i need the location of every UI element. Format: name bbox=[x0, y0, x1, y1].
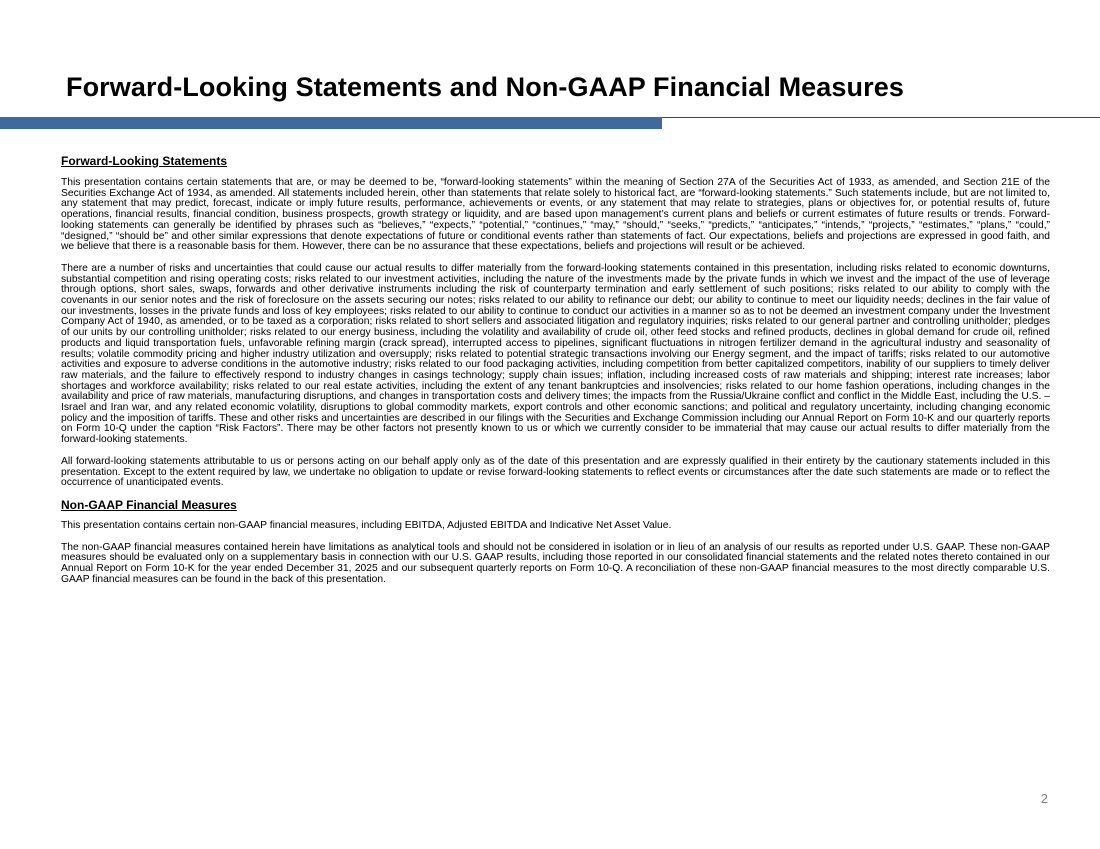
document-body bbox=[61, 154, 1050, 597]
page-number: 2 bbox=[1040, 791, 1048, 806]
non-gaap-paragraph-2: The non-GAAP financial measures contained herein have limitations as analytical tools and should not be considered in isolation or in lieu of an analysis of our results as reported under U.S. GAAP. These non-GAAP measures should be evaluated only on a supplementary basis in connection with our U.S. GAAP results, including those reported in our consolidated financial statements and the related notes thereto contained in our Annual Report on Form 10-K for the year ended December 31, 2025 and our subsequent quarterly reports on Form 10-Q. A reconciliation of these non-GAAP financial measures to the most directly comparable U.S. GAAP financial measures can be found in the back of this presentation. bbox=[61, 541, 1050, 585]
forward-looking-heading: Forward-Looking Statements bbox=[61, 154, 228, 168]
forward-looking-paragraph-3: All forward-looking statements attributable to us or persons acting on our behalf apply only as of the date of this presentation and are expressly qualified in their entirety by the cautionary statements included in this presentation. Except to the extent required by law, we undertake no obligation to update or revise forward-looking statements to reflect events or circumstances after the date such statements are made or to reflect the occurrence of unanticipated events. bbox=[61, 455, 1050, 489]
page-title: Forward-Looking Statements and Non-GAAP Financial Measures bbox=[66, 72, 904, 102]
forward-looking-paragraph-1: This presentation contains certain statements that are, or may be deemed to be, “forward-looking statements” within the meaning of Section 27A of the Securities Act of 1933, as amended, and Section 21E of the Securities Exchange Act of 1934, as amended. All statements included herein, other than statements that relate solely to historical fact, are “forward-looking statements.” Such statements include, but are not limited to, any statement that may predict, forecast, indicate or imply future results, performance, achievements or events, or any statement that may relate to strategies, plans or objectives for, or potential results of, future operations, financial results, financial condition, business prospects, growth strategy or liquidity, and are based upon management’s current plans and beliefs or current estimates of future results or trends. Forward-looking statements can generally be identified by phrases such as “believes,” “expects,” “potential,” “continues,” “may,” “should,” “seeks,” “predicts,” “anticipates,” “intends,” “projects,” “estimates,” “plans,” “could,” “designed,” “should be” and other similar expressions that denote expectations of future or conditional events rather than statements of fact. Our expectations, beliefs and projections are expressed in good faith, and we believe that there is a reasonable basis for them. However, there can be no assurance that these expectations, beliefs and projections will result or be achieved. bbox=[61, 177, 1050, 253]
forward-looking-paragraph-2: There are a number of risks and uncertainties that could cause our actual results to differ materially from the forward-looking statements contained in this presentation, including risks related to economic downturns, substantial competition and rising operating costs; risks related to our investment activities, including the nature of the investments made by the private funds in which we invest and the impact of the use of leverage through options, short sales, swaps, forwards and other derivative instruments including the risk of counterparty termination and early settlement of such positions; risks related to our ability to comply with the covenants in our senior notes and the risk of foreclosure on the assets securing our notes; risks related to our ability to refinance our debt; our ability to continue to meet our liquidity needs; declines in the fair value of our investments, losses in the private funds and loss of key employees; risks related to our ability to continue to conduct our activities in a manner so as to not be deemed an investment company under the Investment Company Act of 1940, as amended, or to be taxed as a corporation; risks related to short sellers and associated litigation and regulatory inquiries; risks related to our general partner and controlling unitholder; pledges of our units by our controlling unitholder; risks related to our energy business, including the volatility and availability of crude oil, other feed stocks and refined products, declines in global demand for crude oil, refined products and liquid transportation fuels, unfavorable refining margin (crack spread), interrupted access to pipelines, significant fluctuations in nitrogen fertilizer demand in the agricultural industry and seasonality of results; volatile commodity pricing and higher industry utilization and oversupply; risks related to potential strategic transactions involving our Energy segment, and the impact of tariffs; risks related to our automotive activities and exposure to adverse conditions in the automotive industry; risks related to our food packaging activities, including competition from better capitalized competitors, inability of our suppliers to timely deliver raw materials, and the failure to effectively respond to industry changes in casings technology; supply chain issues; inflation, including increased costs of raw materials and shipping; interest rate increases; labor shortages and workforce availability; risks related to our real estate activities, including the extent of any tenant bankruptcies and insolvencies; risks related to our home fashion operations, including changes in the availability and price of raw materials, manufacturing disruptions, and changes in transportation costs and delivery times; the impacts from the Russia/Ukraine conflict and conflict in the Middle East, including the U.S. – Israel and Iran war, and any related economic volatility, disruptions to global commodity markets, export controls and other economic sanctions; and political and regulatory uncertainty, including changing economic policy and the imposition of tariffs. These and other risks and uncertainties are described in our filings with the Securities and Exchange Commission including our Annual Report on Form 10-K and our quarterly reports on Form 10-Q under the caption “Risk Factors”. There may be other factors not presently known to us or which we currently consider to be immaterial that may cause our actual results to differ materially from the forward-looking statements. bbox=[61, 262, 1050, 446]
non-gaap-heading: Non-GAAP Financial Measures bbox=[61, 497, 237, 512]
non-gaap-paragraph-1: This presentation contains certain non-GAAP financial measures, including EBITDA, Adjusted EBITDA and Indicative Net Asset Value. bbox=[61, 519, 672, 531]
header-accent-bar bbox=[0, 117, 662, 129]
